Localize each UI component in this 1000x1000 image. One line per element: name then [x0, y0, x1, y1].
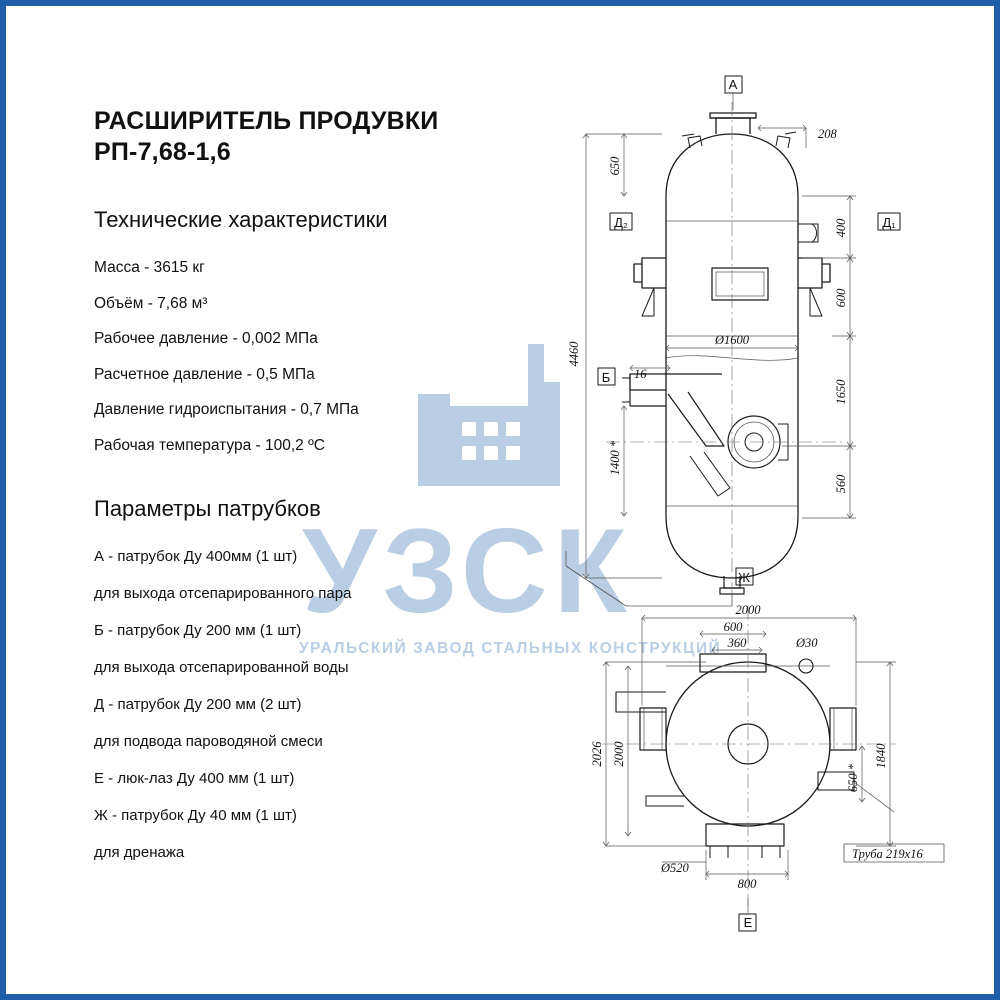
dim-1650: 1650 — [834, 379, 848, 405]
dim-1400: 1400 * — [608, 440, 622, 476]
dim-16: 16 — [634, 367, 647, 381]
drawing-text — [567, 77, 923, 930]
dim-560: 560 — [834, 474, 848, 494]
callout-a: А — [728, 77, 738, 92]
specification-text-column — [94, 106, 534, 881]
dim-1840: 1840 — [874, 743, 888, 769]
page-title-line1: РАСШИРИТЕЛЬ ПРОДУВКИ — [94, 107, 439, 135]
top-view-dimensions — [602, 606, 944, 906]
callout-d2: Д₂ — [614, 215, 628, 230]
callout-d1: Д₁ — [882, 215, 896, 230]
top-view — [616, 654, 894, 858]
dim-2026: 2026 — [590, 741, 604, 767]
nozzle-item: для выхода отсепарированного пара — [94, 584, 352, 602]
dim-diameter-520: Ø520 — [661, 861, 689, 875]
dim-600: 600 — [834, 288, 848, 308]
nozzle-item: для выхода отсепарированной воды — [94, 658, 349, 676]
nozzle-item: для дренажа — [94, 843, 185, 861]
callout-e: Е — [743, 915, 753, 930]
dim-650: 650 — [608, 156, 622, 176]
nozzles-list — [94, 548, 534, 862]
nozzle-item: Д - патрубок Ду 200 мм (2 шт) — [94, 695, 302, 713]
dim-600-top: 600 — [723, 620, 743, 634]
watermark-brand: УЗСК — [302, 504, 633, 638]
spec-item: Рабочая температура - 100,2 ºС — [94, 436, 325, 454]
dim-208: 208 — [818, 127, 837, 141]
spec-item: Рабочее давление - 0,002 МПа — [94, 330, 318, 348]
dim-4460: 4460 — [567, 341, 581, 367]
front-view — [566, 113, 830, 606]
dim-650-star: 650 * — [846, 763, 860, 793]
spec-item: Масса - 3615 кг — [94, 259, 205, 276]
front-view-dimensions — [583, 102, 856, 606]
dim-diameter-30: Ø30 — [796, 636, 818, 650]
dim-800: 800 — [737, 877, 757, 891]
dim-2000-left: 2000 — [612, 741, 626, 767]
specs-heading: Технические характеристики — [94, 207, 388, 232]
nozzle-item: Б - патрубок Ду 200 мм (1 шт) — [94, 621, 302, 639]
spec-item: Объём - 7,68 м³ — [94, 294, 208, 312]
nozzles-heading: Параметры патрубков — [94, 495, 321, 521]
front-view-callouts — [598, 76, 900, 585]
dim-360: 360 — [727, 636, 747, 650]
dim-2000-top: 2000 — [735, 603, 761, 617]
spec-item: Давление гидроиспытания - 0,7 МПа — [94, 401, 359, 419]
page-title-line2: РП-7,68-1,6 — [94, 137, 231, 166]
callout-zh: Ж — [737, 570, 751, 585]
nozzle-item: для подвода пароводяной смеси — [94, 732, 323, 750]
watermark-tagline: УРАЛЬСКИЙ ЗАВОД СТАЛЬНЫХ КОНСТРУКЦИЙ — [299, 640, 722, 657]
page-title — [94, 106, 534, 167]
dim-400: 400 — [834, 218, 848, 238]
nozzle-item: Е - люк-лаз Ду 400 мм (1 шт) — [94, 769, 295, 787]
specs-list — [94, 259, 534, 456]
note-pipe-219x16: Труба 219х16 — [852, 847, 923, 861]
nozzle-item: Ж - патрубок Ду 40 мм (1 шт) — [94, 806, 297, 824]
spec-item: Расчетное давление - 0,5 МПа — [94, 365, 315, 383]
callout-b: Б — [601, 370, 611, 385]
dim-diameter-1600: Ø1600 — [714, 333, 750, 347]
nozzle-item: А - патрубок Ду 400мм (1 шт) — [94, 547, 298, 565]
